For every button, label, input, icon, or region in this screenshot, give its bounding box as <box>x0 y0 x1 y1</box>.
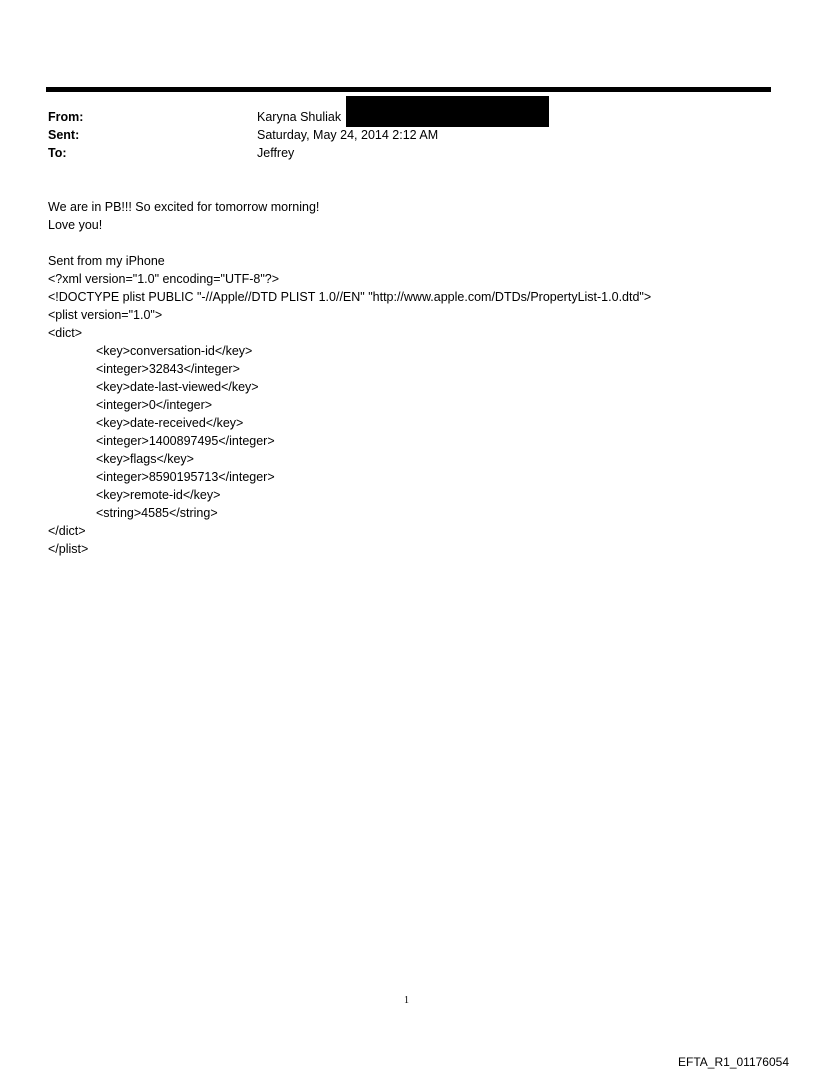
bates-number: EFTA_R1_01176054 <box>678 1055 789 1069</box>
message-line: Love you! <box>48 218 103 232</box>
plist-entry: <string>4585</string> <box>96 506 218 520</box>
plist-entry: <key>flags</key> <box>96 452 194 466</box>
plist-entry: <integer>8590195713</integer> <box>96 470 275 484</box>
plist-entry: <integer>1400897495</integer> <box>96 434 275 448</box>
doctype-line: <!DOCTYPE plist PUBLIC "-//Apple//DTD PLIST 1.0//EN" "http://www.apple.com/DTDs/PropertyList-1.0.dtd"> <box>48 290 652 304</box>
to-value: Jeffrey <box>257 146 295 160</box>
message-line: We are in PB!!! So excited for tomorrow morning! <box>48 200 320 214</box>
sent-label: Sent: <box>48 128 80 142</box>
redaction-block <box>346 96 549 127</box>
plist-entry: <key>remote-id</key> <box>96 488 221 502</box>
plist-entry: <integer>0</integer> <box>96 398 213 412</box>
dict-close-tag: </dict> <box>48 524 86 538</box>
page-number: 1 <box>404 995 409 1006</box>
plist-entry: <key>date-received</key> <box>96 416 244 430</box>
dict-open-tag: <dict> <box>48 326 83 340</box>
to-label: To: <box>48 146 67 160</box>
from-value: Karyna Shuliak <box>257 110 342 124</box>
plist-entry: <integer>32843</integer> <box>96 362 240 376</box>
plist-close-tag: </plist> <box>48 542 89 556</box>
signature-line: Sent from my iPhone <box>48 254 165 268</box>
plist-entry: <key>date-last-viewed</key> <box>96 380 259 394</box>
email-body <box>48 198 651 558</box>
sent-value: Saturday, May 24, 2014 2:12 AM <box>257 128 439 142</box>
plist-entry: <key>conversation-id</key> <box>96 344 253 358</box>
from-label: From: <box>48 110 84 124</box>
xml-declaration: <?xml version="1.0" encoding="UTF-8"?> <box>48 272 280 286</box>
blank-line <box>48 234 651 252</box>
plist-open-tag: <plist version="1.0"> <box>48 308 163 322</box>
header-rule <box>46 87 771 92</box>
